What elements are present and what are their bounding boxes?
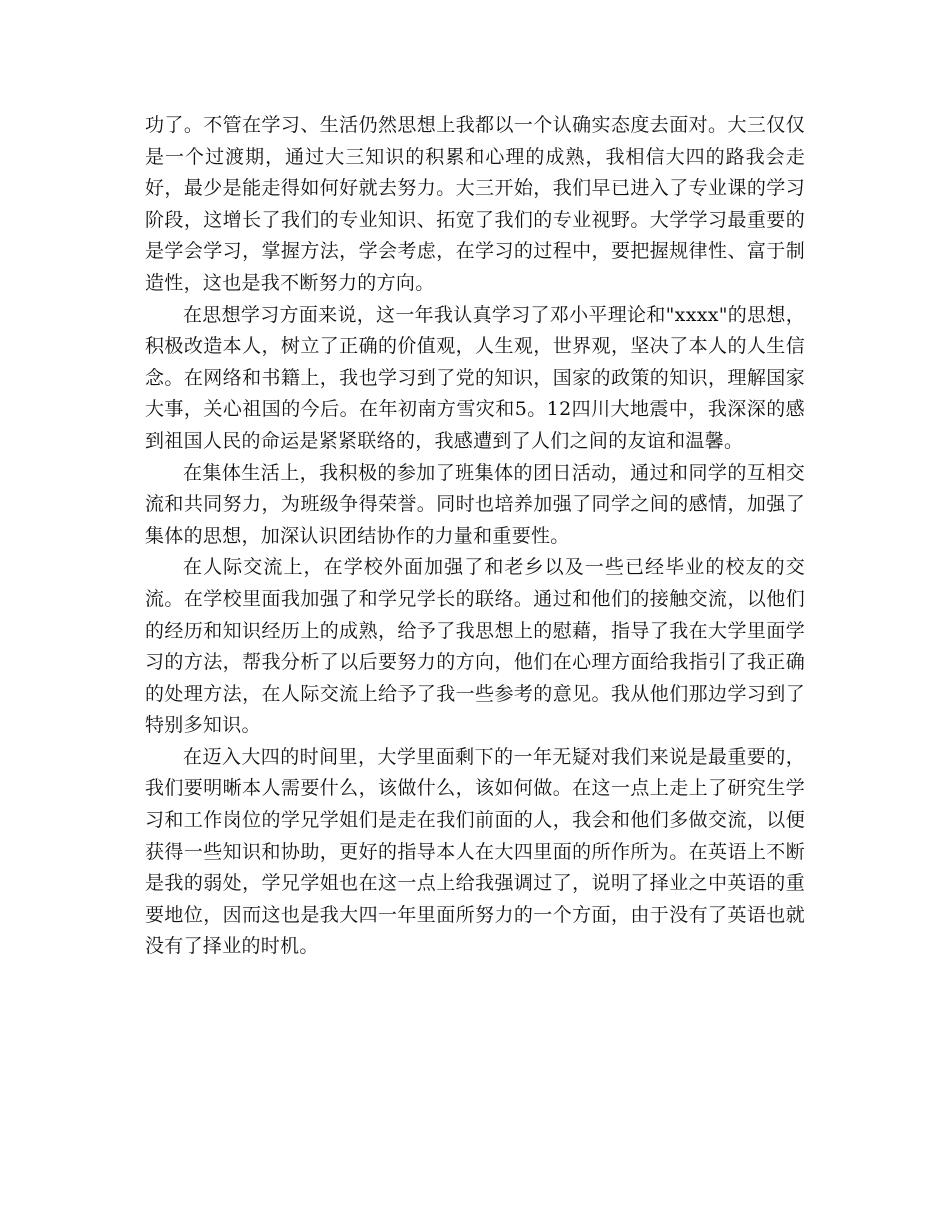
paragraph-2: 在思想学习方面来说，这一年我认真学习了邓小平理论和"xxxx"的思想，积极改造本人，树立了正确的价值观，人生观，世界观，坚决了本人的人生信念。在网络和书籍上，我也学习到了党的知识，国家的政策的知识，理解国家大事，关心祖国的今后。在年初南方雪灾和5。12四川大地震中，我深深的感到祖国人民的命运是紧紧联络的，我感遭到了人们之间的友谊和温馨。 [145, 303, 805, 452]
paragraph-5: 在迈入大四的时间里，大学里面剩下的一年无疑对我们来说是最重要的，我们要明晰本人需要什么，该做什么，该如何做。在这一点上走上了研究生学习和工作岗位的学兄学姐们是走在我们前面的人，我会和他们多做交流，以便获得一些知识和协助，更好的指导本人在大四里面的所作所为。在英语上不断是我的弱处，学兄学姐也在这一点上给我强调过了，说明了择业之中英语的重要地位，因而这也是我大四一年里面所努力的一个方面，由于没有了英语也就没有了择业的时机。 [145, 745, 805, 958]
paragraph-1: 功了。不管在学习、生活仍然思想上我都以一个认确实态度去面对。大三仅仅是一个过渡期，通过大三知识的积累和心理的成熟，我相信大四的路我会走好，最少是能走得如何好就去努力。大三开始，我们早已进入了专业课的学习阶段，这增长了我们的专业知识、拓宽了我们的专业视野。大学学习最重要的是学会学习，掌握方法，学会考虑，在学习的过程中，要把握规律性、富于制造性，这也是我不断努力的方向。 [145, 114, 805, 294]
paragraph-4: 在人际交流上，在学校外面加强了和老乡以及一些已经毕业的校友的交流。在学校里面我加强了和学兄学长的联络。通过和他们的接触交流，以他们的经历和知识经历上的成熟，给予了我思想上的慰藉，指导了我在大学里面学习的方法，帮我分析了以后要努力的方向，他们在心理方面给我指引了我正确的处理方法，在人际交流上给予了我一些参考的意见。我从他们那边学习到了特别多知识。 [145, 556, 805, 737]
paragraph-3: 在集体生活上，我积极的参加了班集体的团日活动，通过和同学的互相交流和共同努力，为班级争得荣誉。同时也培养加强了同学之间的感情，加强了集体的思想，加深认识团结协作的力量和重要性。 [145, 461, 805, 547]
document-body [145, 110, 805, 963]
